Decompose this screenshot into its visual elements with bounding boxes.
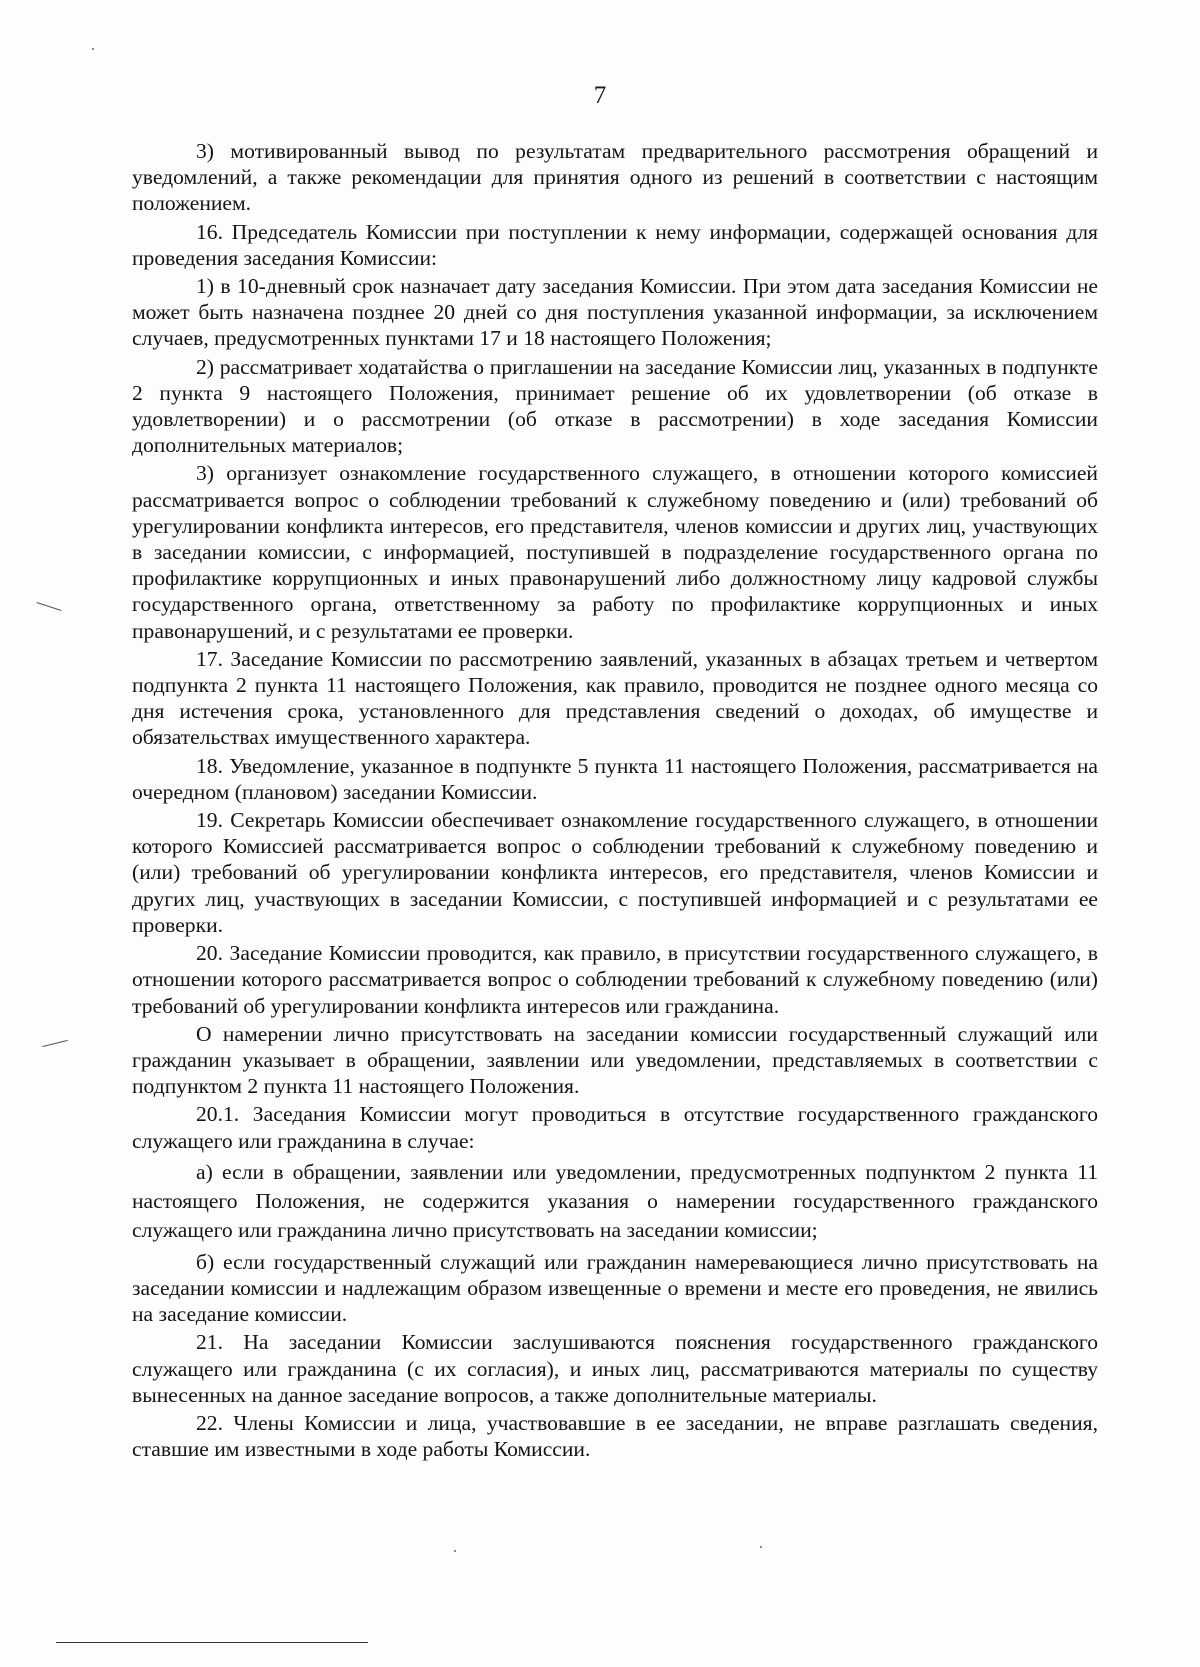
paragraph-16-1: 1) в 10-дневный срок назначает дату заседания Комиссии. При этом дата заседания Комиссии не может быть назначена позднее 20 дней со дня поступления указанной информации, за исключением случаев, предусмотренных пунктами 17 и 18 настоящего Положения;	[132, 274, 1098, 351]
scan-artifact-dot	[760, 1546, 762, 1548]
paragraph-16-2: 2) рассматривает ходатайства о приглашении на заседание Комиссии лиц, указанных в подпункте 2 пункта 9 настоящего Положения, принимает решение об их удовлетворении (об отказе в удовлетворении) и о рассмотрении (об отказе в рассмотрении) в ходе заседания Комиссии дополнительных материалов;	[132, 354, 1098, 458]
paragraph-20-intent: О намерении лично присутствовать на заседании комиссии государственный служащий или гражданин указывает в обращении, заявлении или уведомлении, представляемых в соответствии с подпунктом 2 пункта 11 настоящего Положения.	[132, 1021, 1098, 1099]
paragraph-21: 21. На заседании Комиссии заслушиваются пояснения государственного гражданского служащего или гражданина (с их согласия), и иных лиц, рассматриваются материалы по существу вынесенных на данное заседание вопросов, а также дополнительные материалы.	[132, 1330, 1098, 1407]
paragraph-16: 16. Председатель Комиссии при поступлении к нему информации, содержащей основания для проведения заседания Комиссии:	[132, 219, 1098, 270]
paragraph-20-1: 20.1. Заседания Комиссии могут проводиться в отсутствие государственного гражданского служащего или гражданина в случае:	[132, 1102, 1098, 1153]
paragraph-20-1-a: а) если в обращении, заявлении или уведомлении, предусмотренных подпунктом 2 пункта 11 настоящего Положения, не содержится указания о намерении государственного гражданского служащего или гражданина лично присутствовать на заседании комиссии;	[132, 1159, 1098, 1242]
paragraph-15-3: 3) мотивированный вывод по результатам предварительного рассмотрения обращений и уведомлений, а также рекомендации для принятия одного из решений в соответствии с настоящим положением.	[132, 139, 1098, 216]
paragraph-22: 22. Члены Комиссии и лица, участвовавшие в ее заседании, не вправе разглашать сведения, ставшие им известными в ходе работы Комиссии.	[132, 1410, 1098, 1462]
paragraph-20-1-b: б) если государственный служащий или гражданин намеревающиеся лично присутствовать на заседании комиссии и надлежащим образом извещенные о времени и месте его проведения, не явились на заседание комиссии.	[132, 1249, 1098, 1327]
paragraph-19: 19. Секретарь Комиссии обеспечивает ознакомление государственного служащего, в отношении которого Комиссией рассматривается вопрос о соблюдении требований к служебному поведению и (или) требований об урегулировании конфликта интересов, его представителя, членов Комиссии и других лиц, участвующих в заседании Комиссии, с поступившей информацией и с результатами ее проверки.	[132, 808, 1098, 937]
scan-artifact-mark	[36, 602, 61, 611]
scan-artifact-dot	[92, 48, 94, 50]
footnote-separator-line	[56, 1642, 368, 1643]
page-number: 7	[593, 82, 607, 109]
scan-artifact-mark	[42, 1040, 67, 1047]
paragraph-17: 17. Заседание Комиссии по рассмотрению заявлений, указанных в абзацах третьем и четвертом подпункта 2 пункта 11 настоящего Положения, как правило, проводится не позднее одного месяца со дня истечения срока, установленного для представления сведений о доходах, об имуществе и обязательствах имущественного характера.	[132, 646, 1098, 750]
paragraph-20: 20. Заседание Комиссии проводится, как правило, в присутствии государственного служащего, в отношении которого рассматривается вопрос о соблюдении требований к служебному поведению (или) требований об урегулировании конфликта интересов или гражданина.	[132, 941, 1098, 1018]
paragraph-16-3: 3) организует ознакомление государственного служащего, в отношении которого комиссией рассматривается вопрос о соблюдении требований к служебному поведению и (или) требований об урегулировании конфликта интересов, его представителя, членов комиссии и других лиц, участвующих в заседании комиссии, с информацией, поступившей в подразделение государственного органа по профилактике коррупционных и иных правонарушений либо должностному лицу кадровой службы государственного органа, ответственному за работу по профилактике коррупционных и иных правонарушений, и с результатами ее проверки.	[132, 461, 1098, 643]
document-body	[132, 138, 1098, 1464]
scan-artifact-dot	[454, 1550, 456, 1552]
paragraph-18: 18. Уведомление, указанное в подпункте 5 пункта 11 настоящего Положения, рассматривается на очередном (плановом) заседании Комиссии.	[132, 753, 1098, 804]
